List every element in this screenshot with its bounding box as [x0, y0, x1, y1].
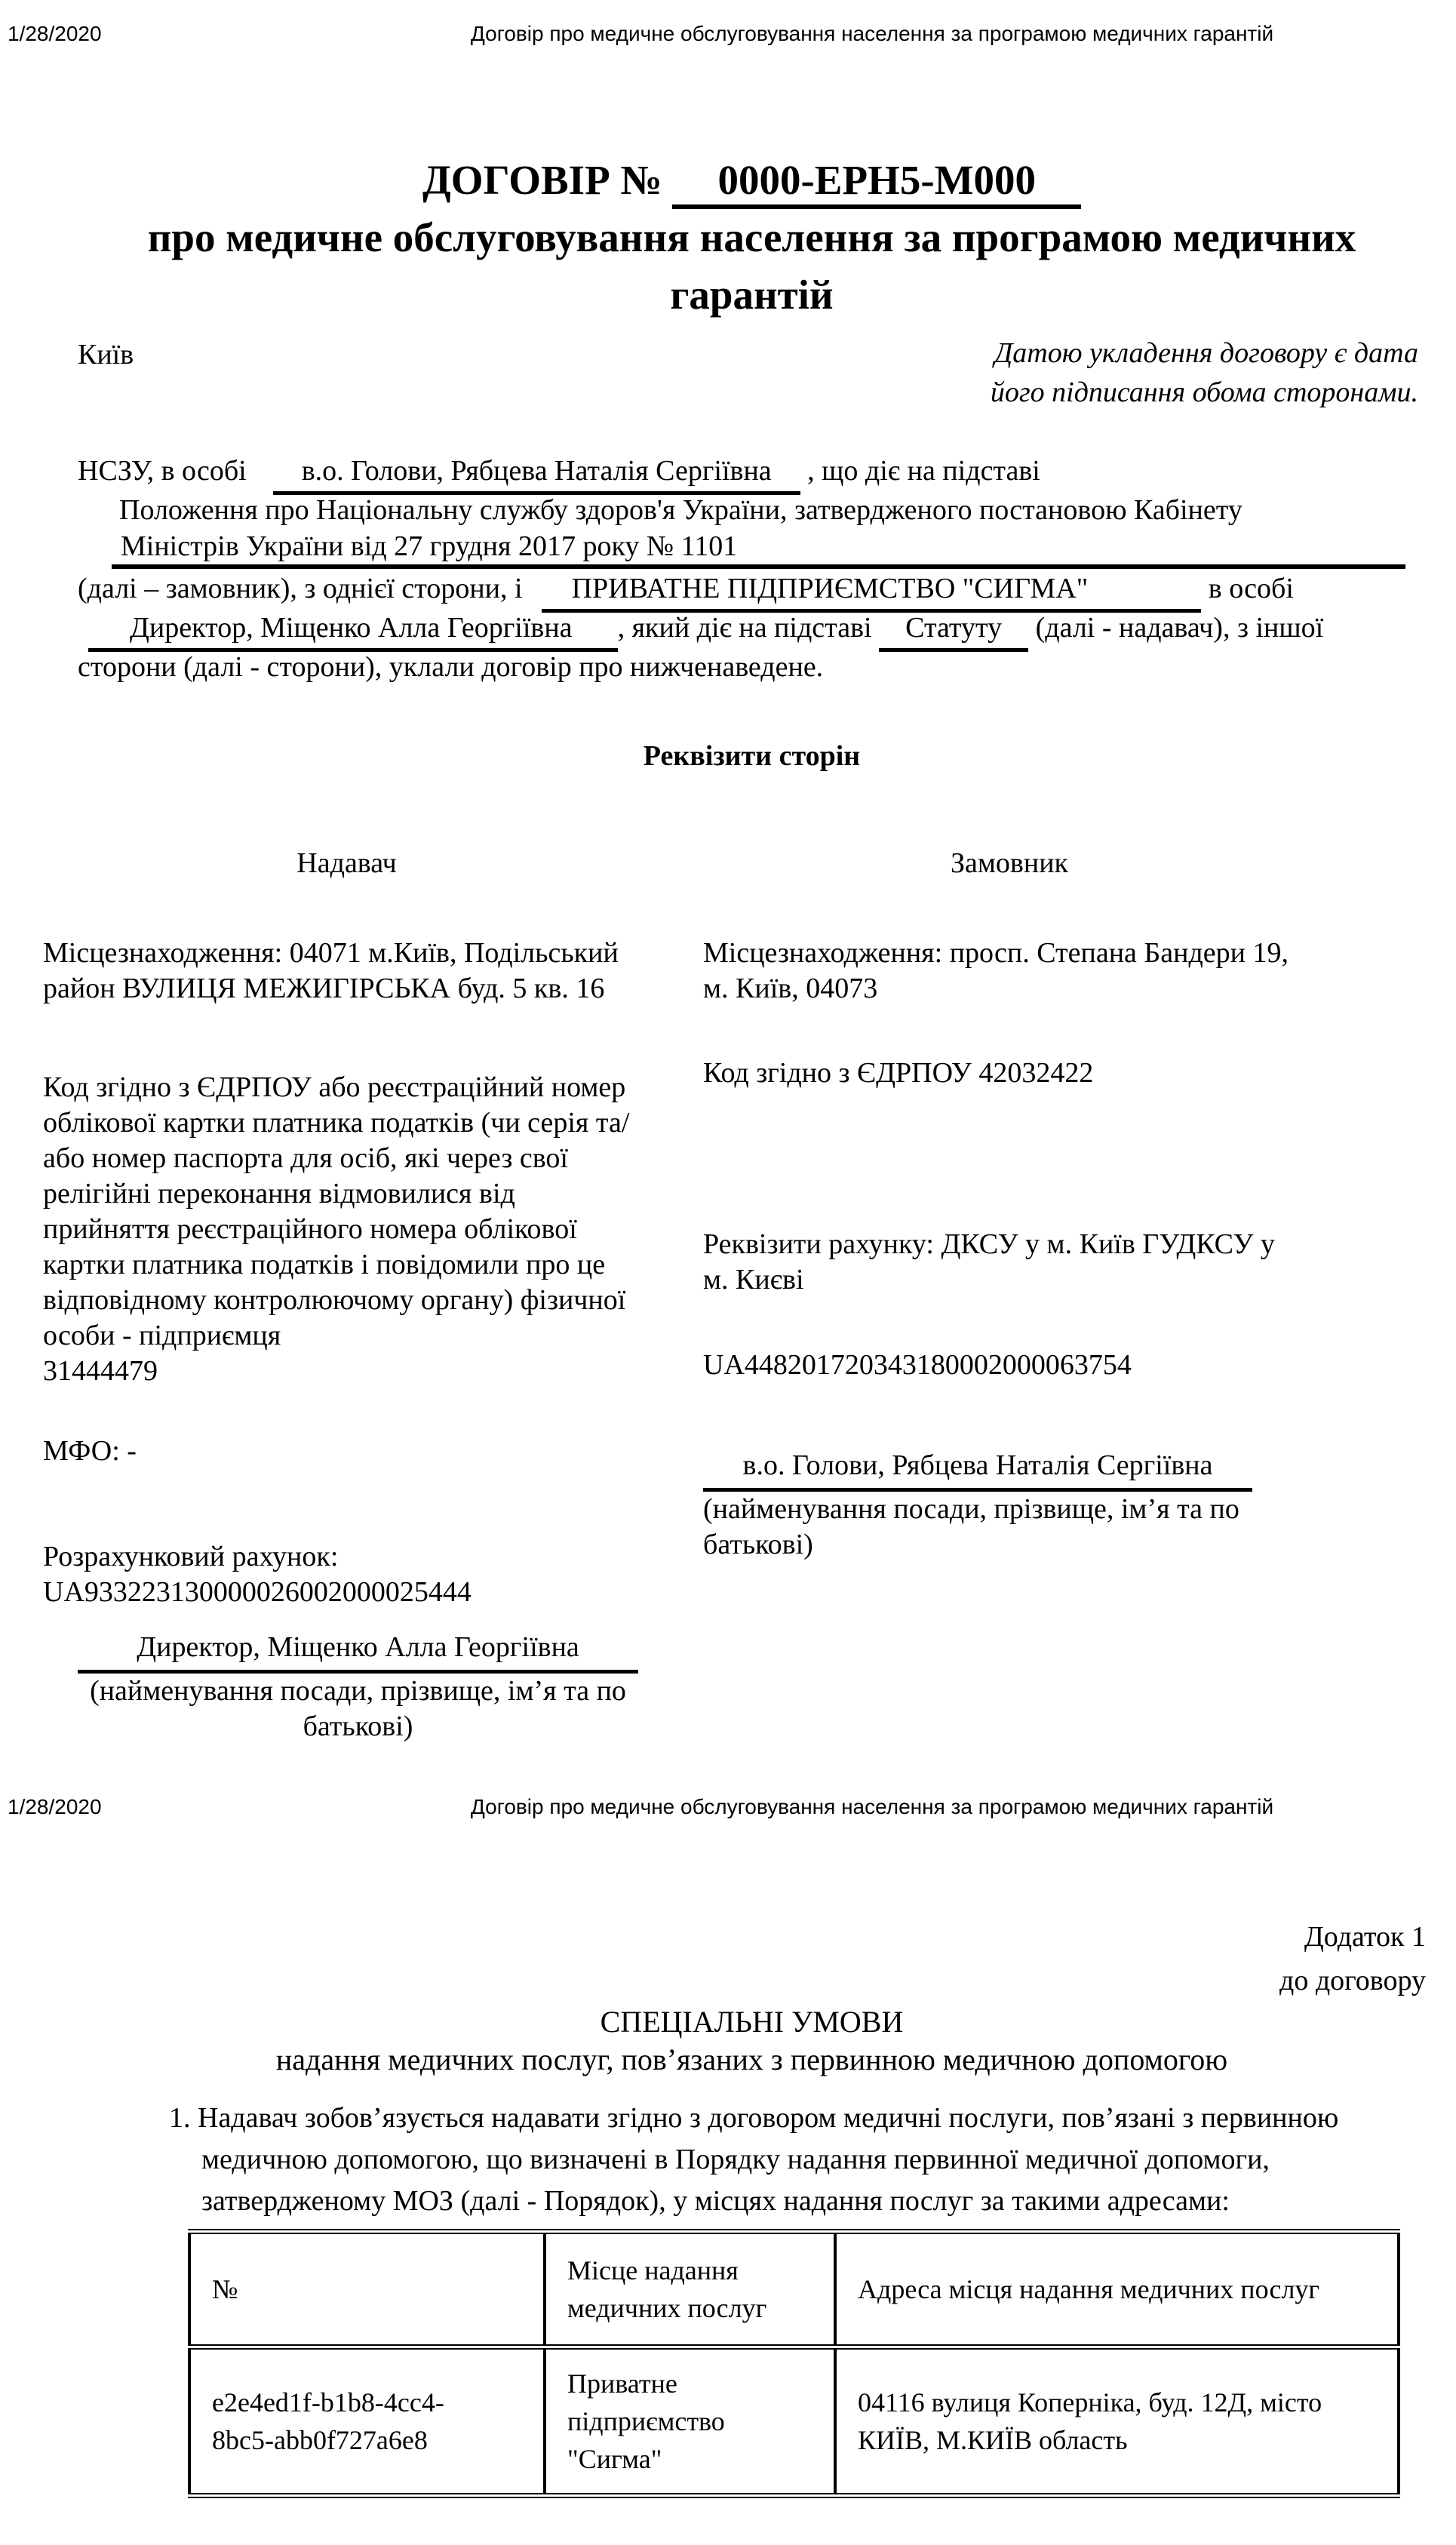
preamble-l4-suffix: в особі [1208, 573, 1294, 604]
print-header-page1 [0, 21, 1456, 51]
print-header-date: 1/28/2020 [8, 1795, 102, 1818]
table-cell-id: e2e4ed1f-b1b8-4cc4-8bc5-abb0f727a6e8 [189, 2347, 545, 2496]
service-locations-table [188, 2229, 1400, 2498]
provider-signature-block [43, 1630, 669, 1744]
contract-date-note: Датою укладення договору є дата його підписання обома сторонами. [990, 337, 1418, 408]
customer-signature-name: в.о. Голови, Рябцева Наталія Сергіївна [703, 1448, 1252, 1492]
provider-account-block [43, 1539, 669, 1610]
provider-code-line: картки платника податків і повідомили про це [43, 1249, 606, 1280]
table-header-address: Адреса місця надання медичних послуг [835, 2232, 1399, 2347]
preamble-l1-suffix: , що діє на підставі [807, 455, 1040, 487]
contract-title-block [78, 152, 1426, 324]
table-header-number: № [189, 2232, 545, 2347]
contract-title-label: ДОГОВІР № [422, 157, 662, 203]
customer-bank-line: м. Києві [703, 1264, 804, 1296]
customer-column-title: Замовник [950, 847, 1069, 879]
preamble-l4-prefix: (далі – замовник), з однієї сторони, і [78, 573, 523, 604]
provider-account-label: Розрахунковий рахунок: [43, 1541, 339, 1572]
preamble-l1-prefix: НСЗУ, в особі [78, 455, 247, 487]
provider-code-line: особи - підприємця [43, 1320, 281, 1351]
special-terms-subtitle: надання медичних послуг, пов’язаних з первинною медичною допомогою [275, 2042, 1228, 2076]
table-header-row [189, 2232, 1399, 2347]
filled-blank-signatory-customer: в.о. Голови, Рябцева Наталія Сергіївна [273, 455, 800, 495]
special-terms-title: СПЕЦІАЛЬНІ УМОВИ [600, 2005, 904, 2039]
provider-mfo: МФО: - [43, 1435, 137, 1467]
provider-code-line: відповідному контролюючому органу) фізичної [43, 1284, 626, 1316]
annex-note [898, 1915, 1426, 2002]
annex-line: Додаток 1 [1304, 1921, 1426, 1953]
customer-iban: UA448201720343180002000063754 [703, 1349, 1132, 1381]
provider-code-line: або номер паспорта для осіб, які через свої [43, 1142, 568, 1174]
requisites-heading: Реквізити сторін [643, 740, 861, 772]
clause-1-line: медичною допомогою, що визначені в Порядку надання первинної медичної допомоги, [201, 2144, 1270, 2175]
preamble-line-2: Положення про Національну службу здоров'я України, затвердженого постановою Кабінету [119, 494, 1243, 526]
preamble-l3-text: Міністрів України від 27 грудня 2017 року № 1101 [121, 530, 738, 562]
preamble-line-3-underlined [112, 530, 1405, 569]
provider-code-block [43, 1070, 669, 1389]
filled-blank-statute: Статуту [879, 612, 1028, 652]
contract-title-line [78, 152, 1426, 209]
contract-place: Київ [78, 339, 134, 370]
preamble-l5-suffix: (далі - надавач), з іншої [1035, 612, 1324, 644]
customer-signature-block [703, 1448, 1329, 1563]
preamble-line-5 [78, 608, 1405, 647]
contract-subtitle: про медичне обслуговування населення за програмою медичних гарантій [147, 214, 1356, 318]
filled-blank-provider-name: ПРИВАТНЕ ПІДПРИЄМСТВО "СИГМА" [542, 573, 1202, 613]
customer-address-line: м. Київ, 04073 [703, 973, 878, 1004]
customer-column [703, 936, 1329, 1563]
preamble-line-6: сторони (далі - сторони), уклали договір про нижченаведене. [78, 651, 824, 683]
print-header-title: Договір про медичне обслуговування населення за програмою медичних гарантій [470, 22, 1274, 45]
print-header-date: 1/28/2020 [8, 22, 102, 45]
clause-1 [169, 2098, 1406, 2222]
table-cell-place: Приватне підприємство "Сигма" [545, 2347, 835, 2496]
clause-1-line: затвердженому МОЗ (далі - Порядок), у місцях надання послуг за такими адресами: [201, 2185, 1230, 2217]
provider-address-line: Місцезнаходження: 04071 м.Київ, Подільський [43, 937, 619, 969]
provider-code-line: Код згідно з ЄДРПОУ або реєстраційний номер [43, 1071, 626, 1103]
table-header-place: Місце надання медичних послуг [545, 2232, 835, 2347]
table-row [189, 2347, 1399, 2496]
provider-column [43, 936, 669, 1744]
table-cell-address: 04116 вулиця Коперніка, буд. 12Д, місто КИЇВ, М.КИЇВ область [835, 2347, 1399, 2496]
preamble-l5-mid: , який діє на підставі [617, 612, 872, 644]
print-header-page2 [0, 1794, 1456, 1824]
preamble-line-4 [78, 569, 1405, 608]
provider-code-line: прийняття реєстраційного номера облікової [43, 1213, 577, 1245]
preamble [78, 451, 1405, 687]
provider-code-line: облікової картки платника податків (чи серія та/ [43, 1107, 630, 1139]
customer-address-line: Місцезнаходження: просп. Степана Бандери 19, [703, 937, 1289, 969]
preamble-line-1 [78, 451, 1405, 490]
service-locations-table-wrap [188, 2229, 1400, 2498]
customer-bank-block [703, 1227, 1329, 1298]
annex-line: до договору [1279, 1965, 1426, 1996]
contract-number: 0000-EPH5-M000 [672, 157, 1081, 209]
provider-address-line: район ВУЛИЦЯ МЕЖИГІРСЬКА буд. 5 кв. 16 [43, 973, 605, 1004]
provider-account-iban: UA933223130000026002000025444 [43, 1576, 472, 1608]
customer-signature-caption: (найменування посади, прізвище, ім’я та по батькові) [703, 1493, 1239, 1560]
provider-signature-caption: (найменування посади, прізвище, ім’я та по батькові) [90, 1675, 626, 1742]
clause-1-line: 1. Надавач зобов’язується надавати згідно з договором медичні послуги, пов’язані з первинною [169, 2102, 1339, 2134]
filled-blank-provider-signatory: Директор, Міщенко Алла Георгіївна [88, 612, 618, 652]
print-header-title: Договір про медичне обслуговування населення за програмою медичних гарантій [470, 1795, 1274, 1818]
provider-edrpou-number: 31444479 [43, 1355, 158, 1387]
provider-code-line: релігійні переконання відмовилися від [43, 1178, 515, 1209]
customer-edrpou: Код згідно з ЄДРПОУ 42032422 [703, 1057, 1094, 1089]
provider-signature-name: Директор, Міщенко Алла Георгіївна [78, 1630, 638, 1674]
provider-column-title: Надавач [296, 847, 397, 879]
customer-bank-line: Реквізити рахунку: ДКСУ у м. Київ ГУДКСУ у [703, 1228, 1275, 1260]
